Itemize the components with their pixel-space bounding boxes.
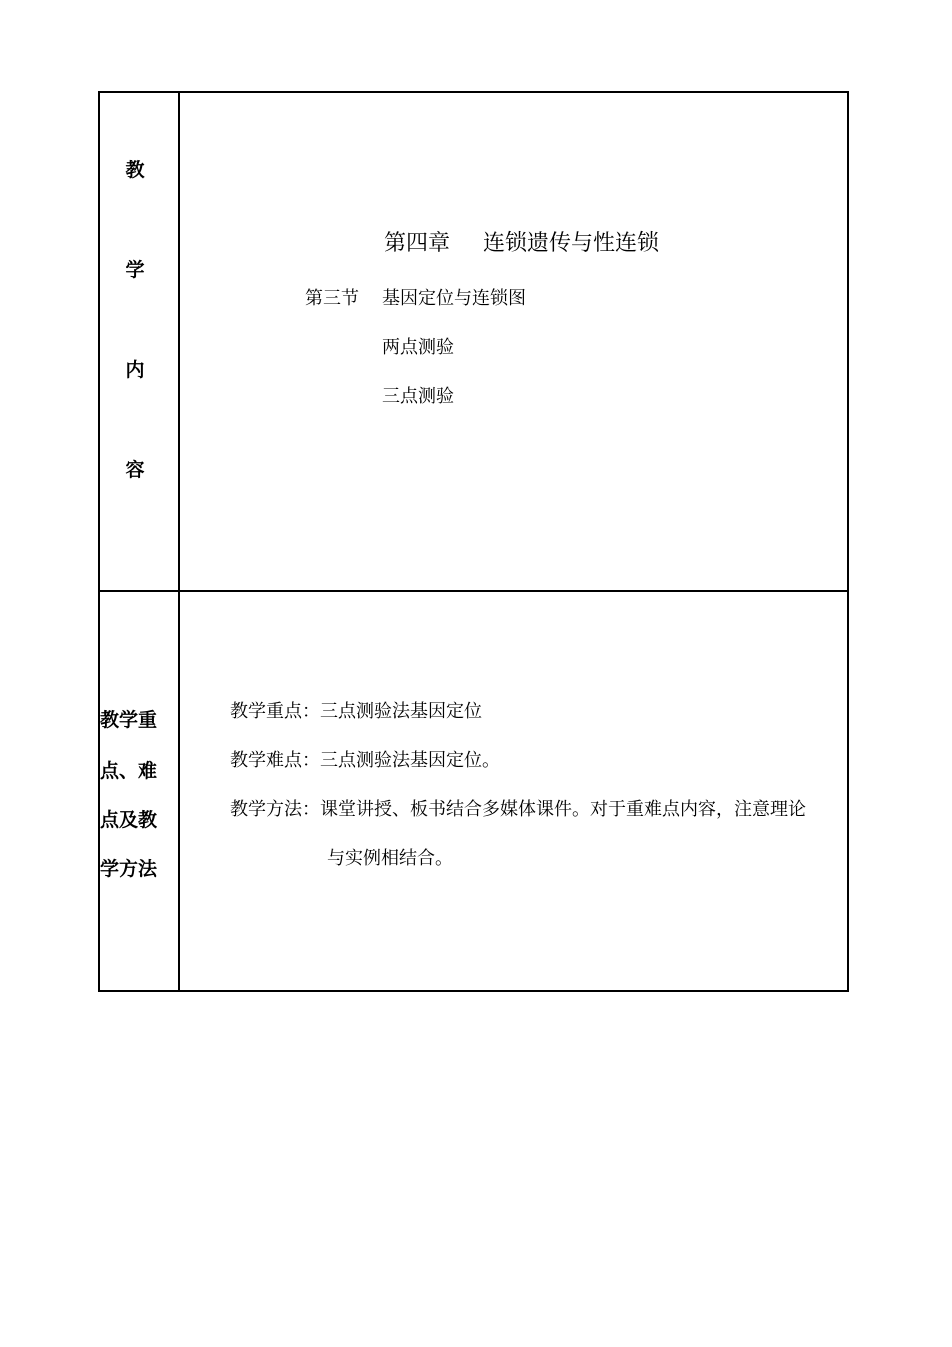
- teaching-method-line-2: 与实例相结合。: [327, 848, 453, 869]
- keypoints-label-line-1: 教学重: [100, 709, 158, 731]
- section-title: 基因定位与连锁图: [382, 288, 526, 309]
- teaching-difficulty: 教学难点：三点测验法基因定位。: [230, 750, 500, 771]
- lesson-table: [98, 91, 849, 992]
- chapter-number: 第四章: [384, 231, 451, 256]
- chapter-title: 连锁遗传与性连锁: [483, 231, 660, 256]
- section-number: 第三节: [305, 288, 359, 309]
- teaching-focus: 教学重点：三点测验法基因定位: [230, 701, 482, 722]
- keypoints-label-line-3: 点及教: [100, 809, 158, 831]
- keypoints-label-line-2: 点、难: [100, 760, 158, 782]
- row-divider: [100, 590, 847, 592]
- content-label-char-2: 学: [125, 259, 145, 281]
- column-divider: [178, 93, 180, 990]
- topic-two-point: 两点测验: [382, 337, 454, 358]
- content-label-char-3: 内: [125, 359, 145, 381]
- content-label-char-4: 容: [125, 459, 145, 481]
- topic-three-point: 三点测验: [382, 386, 454, 407]
- keypoints-label-line-4: 学方法: [100, 858, 158, 880]
- content-label-char-1: 教: [125, 159, 145, 181]
- teaching-method-line-1: 教学方法：课堂讲授、板书结合多媒体课件。对于重难点内容，注意理论: [230, 799, 806, 820]
